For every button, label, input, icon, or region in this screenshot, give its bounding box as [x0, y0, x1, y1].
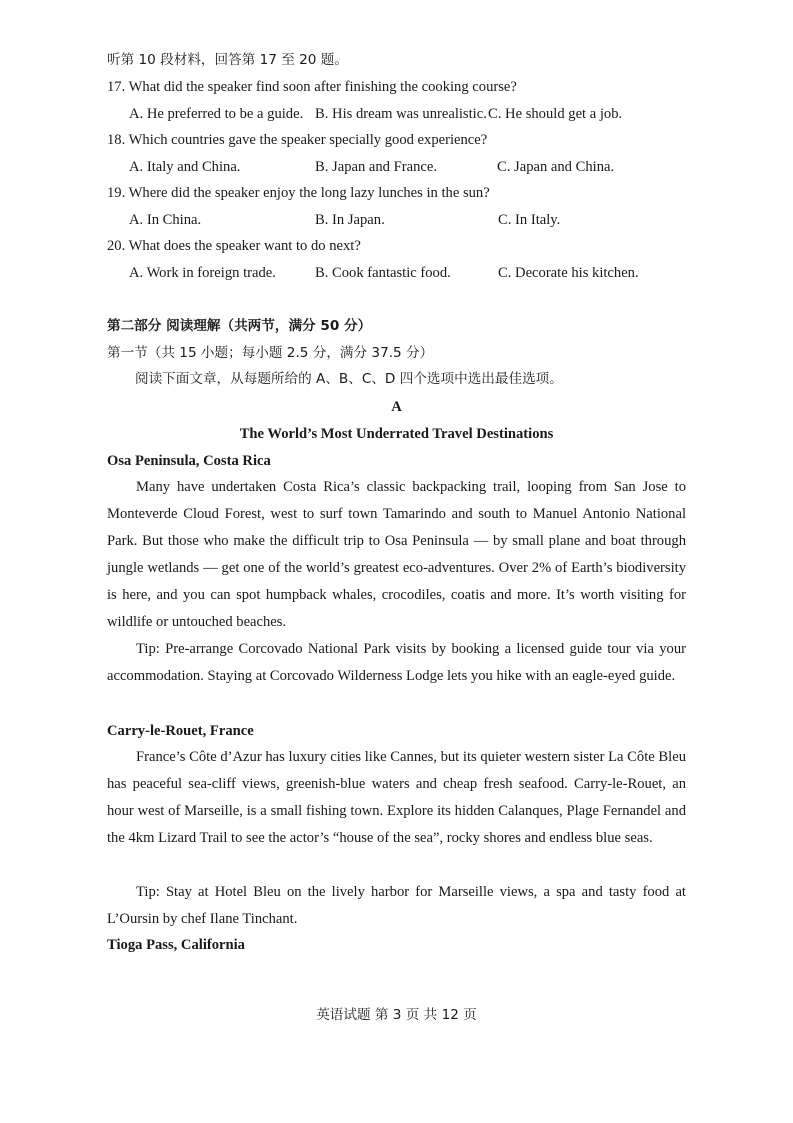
question-20: 20. What does the speaker want to do next? [107, 238, 361, 254]
destination-tip-osa: Tip: Pre-arrange Corcovado National Park visits by booking a licensed guide tour via your accommodation. Staying at Corcovado Wilderness Lodge lets you hike with an eagle-eyed guide. [107, 641, 686, 684]
destination-paragraph-carry: France’s Côte d’Azur has luxury cities like Cannes, but its quieter western sister La Côte Bleu has peaceful sea-cliff views, greenish-blue waters and cheap fresh seafood. Carry-le-Rouet, an hour west of Marseille, is a small fishing town. Explore its hidden Calanques, Plage Fernandel and the 4km Lizard Trail to see the actor’s “house of the sea”, rocky shores and endless blue seas. [107, 749, 686, 846]
destination-heading-tioga: Tioga Pass, California [107, 937, 245, 953]
passage-letter: A [391, 399, 402, 415]
q18-option-b: B. Japan and France. [315, 159, 437, 175]
page-footer: 英语试题 第 3 页 共 12 页 [316, 1007, 477, 1023]
reading-part-title: 第二部分 阅读理解（共两节，满分 50 分） [107, 318, 372, 334]
q19-option-c: C. In Italy. [498, 212, 561, 228]
destination-tip-carry: Tip: Stay at Hotel Bleu on the lively harbor for Marseille views, a spa and tasty food at L’Oursin by chef Ilane Tinchant. [107, 884, 686, 927]
q17-option-c: C. He should get a job. [488, 106, 623, 122]
passage-title: The World’s Most Underrated Travel Destinations [239, 426, 554, 442]
question-17: 17. What did the speaker find soon after finishing the cooking course? [107, 79, 517, 95]
q20-option-b: B. Cook fantastic food. [315, 265, 451, 281]
q17-option-b: B. His dream was unrealistic. [315, 106, 487, 122]
destination-heading-carry: Carry-le-Rouet, France [107, 723, 254, 739]
q20-option-c: C. Decorate his kitchen. [498, 265, 639, 281]
question-18: 18. Which countries gave the speaker specially good experience? [107, 132, 488, 148]
q18-option-c: C. Japan and China. [497, 159, 615, 175]
listening-intro: 听第 10 段材料，回答第 17 至 20 题。 [107, 52, 348, 68]
question-19: 19. Where did the speaker enjoy the long lazy lunches in the sun? [107, 185, 490, 201]
q18-option-a: A. Italy and China. [129, 159, 241, 175]
q17-option-a: A. He preferred to be a guide. [129, 106, 304, 122]
q20-option-a: A. Work in foreign trade. [129, 265, 276, 281]
q19-option-b: B. In Japan. [315, 212, 385, 228]
q19-option-a: A. In China. [129, 212, 202, 228]
destination-paragraph-osa: Many have undertaken Costa Rica’s classic backpacking trail, looping from San Jose to Monteverde Cloud Forest, west to surf town Tamarindo and south to Manuel Antonio National Park. But those who make the difficult trip to Osa Peninsula — by small plane and boat through jungle wetlands — get one of the world’s greatest eco-adventures. Over 2% of Earth’s biodiversity is here, and you can spot humpback whales, crocodiles, coatis and more. It’s worth visiting for wildlife or untouched beaches. [107, 479, 686, 630]
destination-heading-osa: Osa Peninsula, Costa Rica [107, 453, 271, 469]
reading-instruction: 阅读下面文章，从每题所给的 A、B、C、D 四个选项中选出最佳选项。 [135, 371, 563, 387]
reading-section-title: 第一节（共 15 小题；每小题 2.5 分，满分 37.5 分） [107, 345, 434, 361]
